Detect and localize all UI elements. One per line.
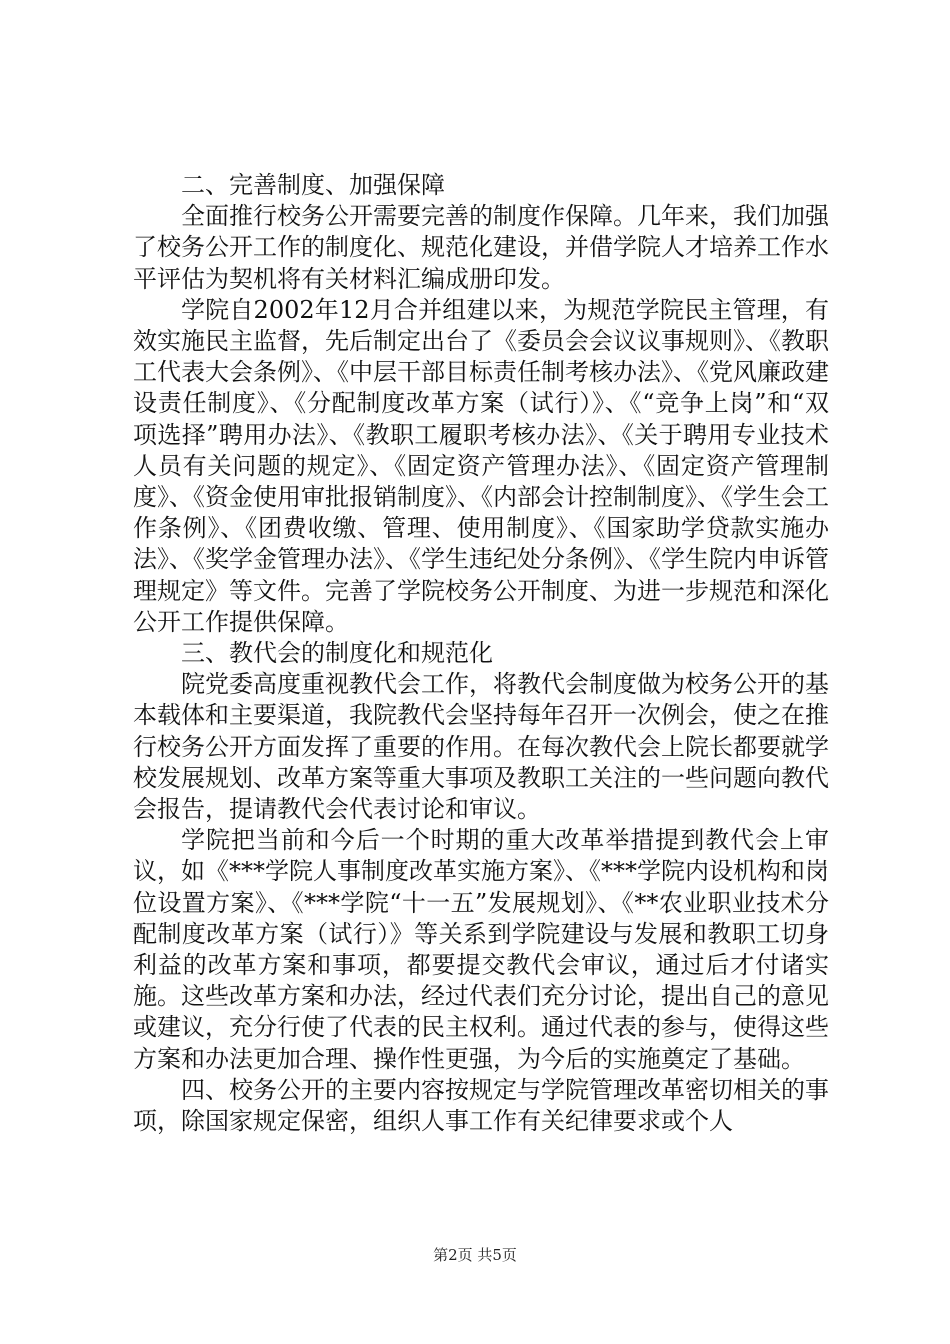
body-paragraph: 学院把当前和今后一个时期的重大改革举措提到教代会上审议，如《***学院人事制度改革实施方案》、《***学院内设机构和岗位设置方案》、《***学院“十一五”发展规划》、《**农业职业技术分配制度改革方案（试行）》等关系到学院建设与发展和教职工切身利益的改革方案和事项，都要提交教代会审议，通过后才付诸实施。这些改革方案和办法，经过代表们充分讨论，提出自己的意见或建议，充分行使了代表的民主权利。通过代表的参与，使得这些方案和办法更加合理、操作性更强，为今后的实施奠定了基础。	[133, 826, 829, 1073]
page-number-footer: 第2页 共5页	[433, 1246, 517, 1264]
section-heading-4: 四、校务公开的主要内容按规定与学院管理改革密切相关的事项，除国家规定保密，组织人事工作有关纪律要求或个人	[133, 1075, 829, 1136]
document-body	[133, 170, 829, 1137]
body-paragraph: 院党委高度重视教代会工作，将教代会制度做为校务公开的基本载体和主要渠道，我院教代会坚持每年召开一次例会，使之在推行校务公开方面发挥了重要的作用。在每次教代会上院长都要就学校发展规划、改革方案等重大事项及教职工关注的一些问题向教代会报告，提请教代会代表讨论和审议。	[133, 670, 829, 824]
section-heading-3: 三、教代会的制度化和规范化	[181, 639, 493, 668]
body-paragraph: 全面推行校务公开需要完善的制度作保障。几年来，我们加强了校务公开工作的制度化、规范化建设，并借学院人才培养工作水平评估为契机将有关材料汇编成册印发。	[133, 202, 829, 293]
body-paragraph: 学院自2002年12月合并组建以来，为规范学院民主管理，有效实施民主监督，先后制定出台了《委员会会议议事规则》、《教职工代表大会条例》、《中层干部目标责任制考核办法》、《党风廉政建设责任制度》、《分配制度改革方案（试行）》、《“竞争上岗”和“双项选择”聘用办法》、《教职工履职考核办法》、《关于聘用专业技术人员有关问题的规定》、《固定资产管理办法》、《固定资产管理制度》、《资金使用审批报销制度》、《内部会计控制制度》、《学生会工作条例》、《团费收缴、管理、使用制度》、《国家助学贷款实施办法》、《奖学金管理办法》、《学生违纪处分条例》、《学生院内申诉管理规定》等文件。完善了学院校务公开制度、为进一步规范和深化公开工作提供保障。	[133, 295, 829, 636]
section-heading-2: 二、完善制度、加强保障	[181, 171, 445, 199]
